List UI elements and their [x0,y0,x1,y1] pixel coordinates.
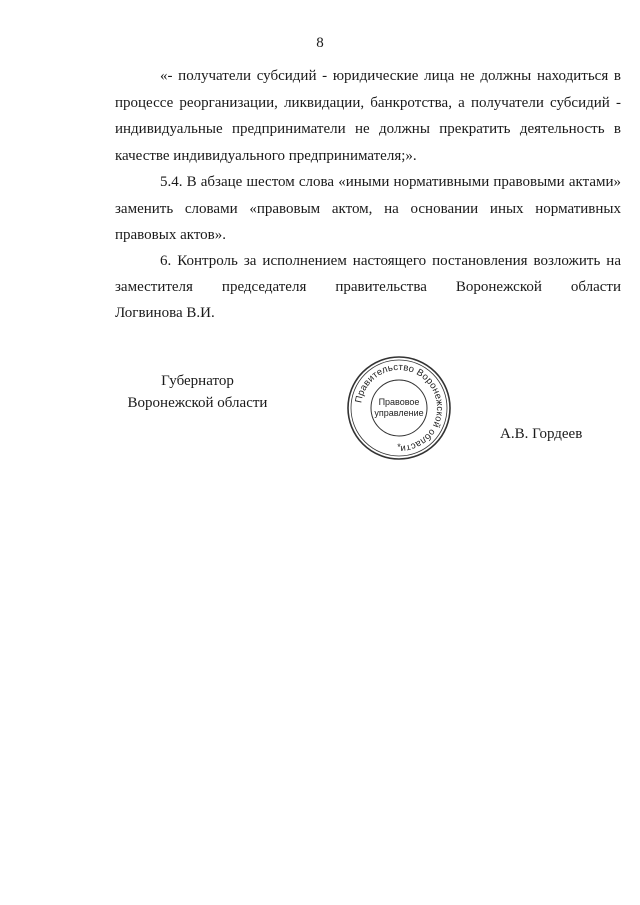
seal-center-line-2: управление [374,408,424,418]
paragraph-subsidy-recipients: «- получатели субсидий - юридические лица не должны находиться в процессе реорганизации, ликвидации, банкротства, а получатели субсидий - индивидуальные предприниматели не должны прекратить деятельность в качестве индивидуального предпринимателя;». [115,68,621,164]
seal-ring-text: Правительство Воронежской области [353,361,446,455]
paragraph-6-line-3: Логвинова В.И. [115,305,215,321]
paragraph-6-line-2: заместителя председателя правительства Воронежской области [115,279,621,295]
seal-center-line-1: Правовое [378,397,420,407]
signer-name: А.В. Гордеев [500,426,583,442]
signer-title [115,370,280,414]
paragraph-6-line-1: 6. Контроль за исполнением настоящего постановления возложить на [160,253,621,269]
signer-title-line-1: Губернатор [161,373,234,389]
page-number: 8 [316,35,324,51]
paragraph-5-4: 5.4. В абзаце шестом слова «иными нормативными правовыми актами» заменить словами «правовым актом, на основании иных нормативных правовых актов». [115,174,621,243]
official-seal [345,354,453,462]
seal-star: * [397,442,401,452]
signer-title-line-2: Воронежской области [127,395,268,411]
